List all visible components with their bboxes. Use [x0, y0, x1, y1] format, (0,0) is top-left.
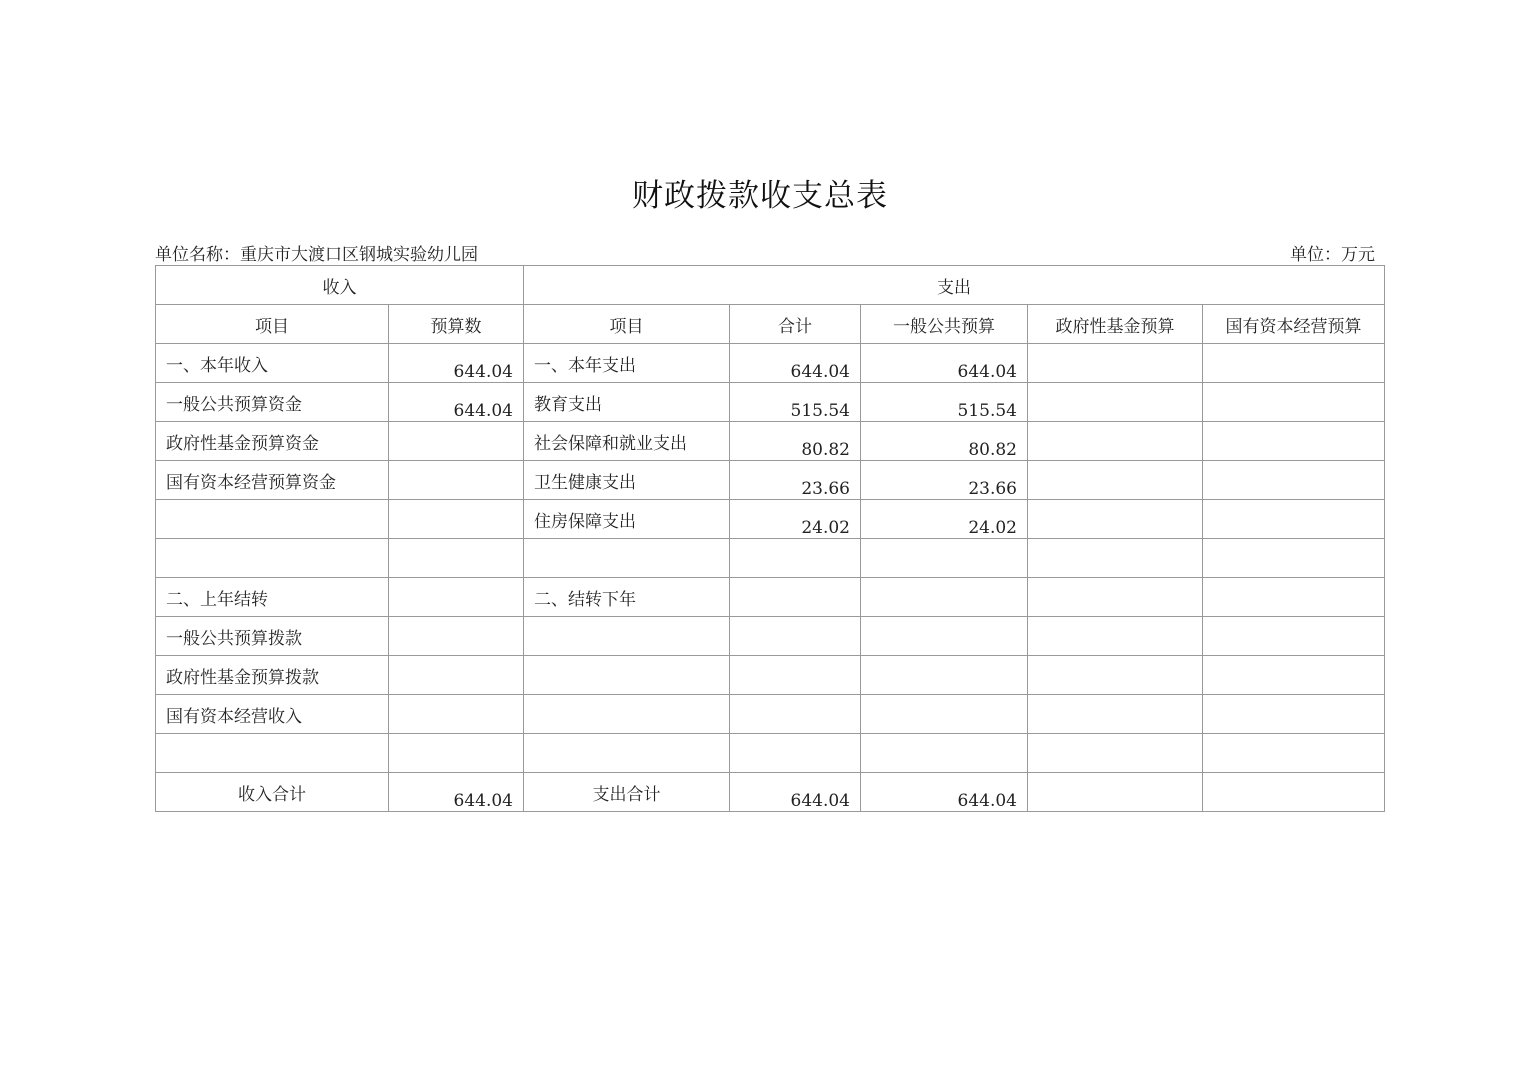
gov-fund-cell — [1028, 539, 1203, 578]
income-item-cell — [156, 539, 389, 578]
expense-header: 支出 — [524, 266, 1385, 305]
income-value-cell — [389, 500, 524, 539]
income-value-cell — [389, 695, 524, 734]
gov-fund-cell — [1028, 617, 1203, 656]
table-row — [156, 461, 1385, 500]
group-header-row — [156, 266, 1385, 305]
expense-item-cell — [524, 734, 730, 773]
expense-item-cell — [524, 695, 730, 734]
income-header: 收入 — [156, 266, 524, 305]
total-cell — [730, 734, 861, 773]
general-budget-cell — [861, 695, 1028, 734]
table-row — [156, 578, 1385, 617]
income-item-cell: 政府性基金预算拨款 — [156, 656, 389, 695]
state-capital-cell — [1203, 422, 1385, 461]
gov-fund-cell — [1028, 344, 1203, 383]
state-capital-total-value — [1203, 773, 1385, 812]
state-capital-cell — [1203, 539, 1385, 578]
income-value-cell — [389, 539, 524, 578]
income-value-cell — [389, 578, 524, 617]
state-capital-cell — [1203, 461, 1385, 500]
state-capital-cell — [1203, 500, 1385, 539]
general-budget-cell — [861, 539, 1028, 578]
state-capital-cell — [1203, 656, 1385, 695]
state-capital-cell — [1203, 578, 1385, 617]
total-cell — [730, 695, 861, 734]
table-row — [156, 422, 1385, 461]
income-value-cell — [389, 656, 524, 695]
gov-fund-cell — [1028, 383, 1203, 422]
general-budget-cell: 80.82 — [861, 422, 1028, 461]
state-capital-cell — [1203, 617, 1385, 656]
state-capital-cell — [1203, 383, 1385, 422]
table-row — [156, 539, 1385, 578]
general-budget-cell: 24.02 — [861, 500, 1028, 539]
gov-fund-cell — [1028, 656, 1203, 695]
expense-item-cell: 住房保障支出 — [524, 500, 730, 539]
expense-total-label: 支出合计 — [524, 773, 730, 812]
income-value-cell — [389, 461, 524, 500]
total-header: 合计 — [730, 305, 861, 344]
state-capital-cell — [1203, 344, 1385, 383]
general-budget-cell — [861, 617, 1028, 656]
budget-summary-table — [155, 265, 1385, 812]
total-cell — [730, 539, 861, 578]
unit-name-label: 单位名称： — [155, 245, 240, 265]
income-item-cell: 一般公共预算拨款 — [156, 617, 389, 656]
state-capital-budget-header: 国有资本经营预算 — [1203, 305, 1385, 344]
income-item-cell: 一般公共预算资金 — [156, 383, 389, 422]
gov-fund-cell — [1028, 578, 1203, 617]
expense-item-cell: 二、结转下年 — [524, 578, 730, 617]
general-budget-cell — [861, 656, 1028, 695]
gov-fund-cell — [1028, 422, 1203, 461]
unit-name: 重庆市大渡口区钢城实验幼儿园 — [240, 245, 478, 265]
income-value-cell — [389, 617, 524, 656]
general-budget-cell: 515.54 — [861, 383, 1028, 422]
income-value-cell: 644.04 — [389, 383, 524, 422]
table-row — [156, 695, 1385, 734]
table-body — [156, 344, 1385, 773]
column-header-row — [156, 305, 1385, 344]
total-cell — [730, 656, 861, 695]
income-total-value: 644.04 — [389, 773, 524, 812]
total-cell: 80.82 — [730, 422, 861, 461]
income-total-label: 收入合计 — [156, 773, 389, 812]
totals-row — [156, 773, 1385, 812]
income-value-cell — [389, 422, 524, 461]
general-budget-cell: 644.04 — [861, 344, 1028, 383]
total-cell — [730, 578, 861, 617]
table-row — [156, 344, 1385, 383]
income-item-cell: 一、本年收入 — [156, 344, 389, 383]
expense-item-header: 项目 — [524, 305, 730, 344]
gov-fund-cell — [1028, 500, 1203, 539]
income-item-cell: 二、上年结转 — [156, 578, 389, 617]
gov-fund-cell — [1028, 734, 1203, 773]
expense-item-cell: 卫生健康支出 — [524, 461, 730, 500]
total-cell: 23.66 — [730, 461, 861, 500]
page-title: 财政拨款收支总表 — [632, 178, 888, 214]
income-item-cell: 国有资本经营收入 — [156, 695, 389, 734]
gov-fund-budget-header: 政府性基金预算 — [1028, 305, 1203, 344]
expense-item-cell: 社会保障和就业支出 — [524, 422, 730, 461]
income-value-cell: 644.04 — [389, 344, 524, 383]
total-cell: 644.04 — [730, 344, 861, 383]
general-total-value: 644.04 — [861, 773, 1028, 812]
table-row — [156, 734, 1385, 773]
income-item-cell: 国有资本经营预算资金 — [156, 461, 389, 500]
gov-fund-total-value — [1028, 773, 1203, 812]
unit-name-line — [155, 240, 478, 265]
table-row — [156, 500, 1385, 539]
state-capital-cell — [1203, 695, 1385, 734]
income-item-cell: 政府性基金预算资金 — [156, 422, 389, 461]
general-budget-cell — [861, 734, 1028, 773]
table-row — [156, 617, 1385, 656]
expense-total-value: 644.04 — [730, 773, 861, 812]
income-item-header: 项目 — [156, 305, 389, 344]
gov-fund-cell — [1028, 695, 1203, 734]
general-budget-cell — [861, 578, 1028, 617]
gov-fund-cell — [1028, 461, 1203, 500]
expense-item-cell — [524, 656, 730, 695]
unit-label: 单位：万元 — [1290, 245, 1375, 265]
income-item-cell — [156, 734, 389, 773]
state-capital-cell — [1203, 734, 1385, 773]
general-budget-header: 一般公共预算 — [861, 305, 1028, 344]
general-budget-cell: 23.66 — [861, 461, 1028, 500]
total-cell — [730, 617, 861, 656]
income-budget-header: 预算数 — [389, 305, 524, 344]
total-cell: 24.02 — [730, 500, 861, 539]
income-item-cell — [156, 500, 389, 539]
total-cell: 515.54 — [730, 383, 861, 422]
expense-item-cell: 教育支出 — [524, 383, 730, 422]
table-row — [156, 383, 1385, 422]
expense-item-cell: 一、本年支出 — [524, 344, 730, 383]
table-row — [156, 656, 1385, 695]
expense-item-cell — [524, 617, 730, 656]
income-value-cell — [389, 734, 524, 773]
expense-item-cell — [524, 539, 730, 578]
